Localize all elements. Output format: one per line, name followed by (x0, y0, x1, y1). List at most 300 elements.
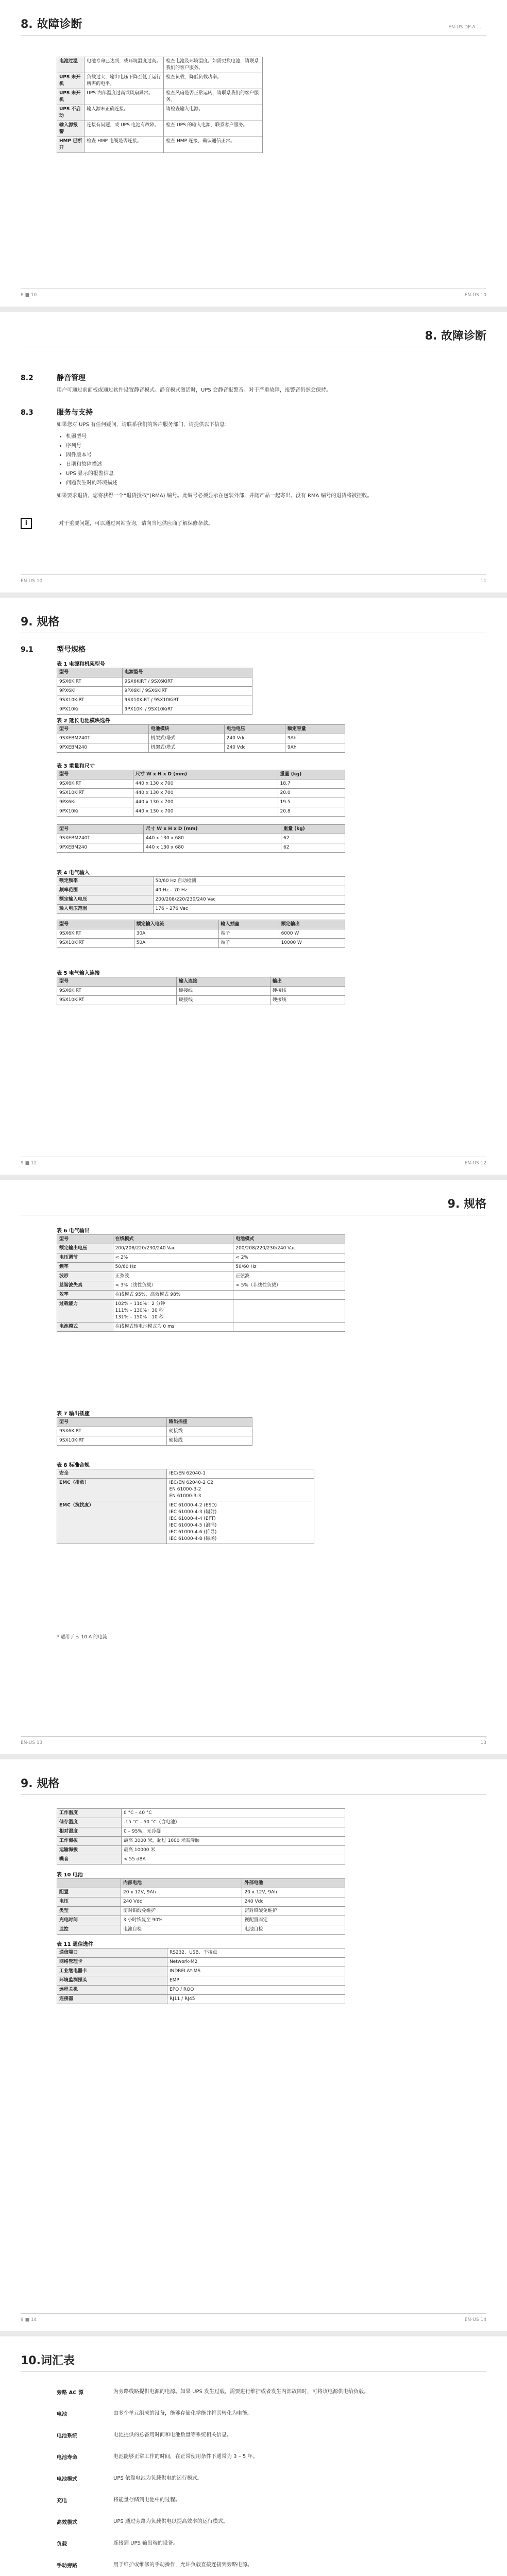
table-cell: 9Ah (285, 734, 345, 743)
table-row (57, 57, 263, 73)
table-cell: 硬接线 (166, 1436, 252, 1446)
table-cell: 200/208/220/230/240 Vac (113, 1244, 233, 1253)
table-cell: 6000 W (279, 929, 345, 939)
table-title: 表 7 输出插座 (57, 1411, 90, 1417)
table-row (57, 1888, 345, 1897)
page-header: 9. 规格 (447, 1198, 486, 1211)
glossary-term: 电池模式 (57, 2477, 77, 2482)
table-cell: 最高 3000 米，超过 1000 米需降额 (122, 1837, 345, 1846)
glossary-term: 电池寿命 (57, 2455, 77, 2461)
glossary-term: 手动旁路 (57, 2563, 77, 2569)
table-cell: 视配置而定 (242, 1916, 345, 1925)
table-row (57, 843, 345, 853)
table-cell: 9SX10KiRT (57, 696, 123, 705)
glossary-definition: UPS 依靠电池为负载供电的运行模式。 (113, 2476, 202, 2481)
footer-left: 8 ■ 10 (21, 293, 37, 298)
battery-table (57, 724, 345, 753)
table-header-row (57, 1879, 345, 1888)
table-title: 表 5 电气输入连接 (57, 971, 100, 976)
list-item: • 问题发生时的环境描述 (66, 479, 117, 488)
table-row (57, 137, 263, 153)
table-title: 表 2 延长电池模块选件 (57, 718, 110, 724)
table-row (57, 1846, 345, 1855)
table-cell: 类型 (57, 1907, 121, 1916)
page-6 (0, 2336, 507, 2576)
section-text: 用户可通过前面板或通过软件设置静音模式。静音模式激活时，UPS 会静音报警音。对于严重故障，报警音仍然会保持。 (57, 387, 331, 393)
glossary-entry (57, 2453, 476, 2461)
table-row (57, 1501, 314, 1544)
page-header-meta: EN-US DP-A ... (448, 25, 481, 30)
table-row (57, 89, 263, 105)
input-table (57, 876, 345, 914)
footnote: * 适用于 ≤ 10 A 的电流 (57, 1635, 107, 1640)
page-header: 8. 故障诊断 (425, 330, 486, 343)
table-row (57, 677, 252, 687)
glossary-entry (57, 2518, 476, 2526)
table-row (57, 1986, 345, 1995)
table-cell: < 55 dBA (122, 1855, 345, 1865)
list-item: • 机器型号 (66, 432, 117, 442)
output-table (57, 1234, 345, 1332)
table-cell: 监控 (57, 1925, 121, 1935)
table-cell (233, 1300, 345, 1323)
page-3 (0, 598, 507, 1175)
column-header: 型号 (57, 825, 144, 834)
table-cell: 20 x 12V, 9Ah (121, 1888, 242, 1897)
weight-table-2 (57, 824, 345, 853)
table-row (57, 1995, 345, 2004)
weight-table (57, 770, 345, 817)
glossary-entry (57, 2561, 476, 2569)
column-header: 电池模式 (233, 1235, 345, 1244)
column-header: 型号 (57, 725, 149, 734)
table-row (57, 1916, 345, 1925)
table-row (57, 1976, 345, 1986)
table-cell: EPO / ROO (167, 1986, 345, 1995)
table-cell: 电池自检 (242, 1925, 345, 1935)
glossary-term: 电池 (57, 2412, 67, 2417)
table-cell: 密封铅酸免维护 (242, 1907, 345, 1916)
battery-spec-table (57, 1878, 345, 1935)
glossary-definition: 将能量存储到电池中的过程。 (113, 2497, 180, 2503)
table-cell: 频率 (57, 1263, 113, 1272)
table-row (57, 929, 345, 939)
table-cell: 9PXEBM240 (57, 743, 149, 753)
table-cell: 安全 (57, 1469, 167, 1479)
table-cell: 440 x 130 x 700 (133, 779, 278, 789)
table-row (57, 905, 345, 914)
table-cell: 9SX10KiRT (57, 996, 177, 1005)
table-cell: UPS 未开机 (57, 89, 84, 105)
table-cell: RJ11 / RJ45 (167, 1995, 345, 2004)
column-header: 型号 (57, 770, 133, 779)
table-row (57, 789, 345, 798)
table-row (57, 834, 345, 843)
table-cell: 19.5 (278, 798, 345, 807)
note: i 对于重要问题，可以通过网站查询，请向当地供应商了解保修条款。 (21, 518, 213, 529)
glossary-definition: 用于维护或维修的手动操作，允许负载直接连接到旁路电源。 (113, 2562, 252, 2568)
table-cell: INDRELAY-MS (167, 1967, 345, 1976)
page-2 (0, 312, 507, 592)
table-cell: < 3%（线性负载） (113, 1281, 233, 1291)
footer-left: 9 ■ 12 (21, 1161, 37, 1166)
page-5 (0, 1759, 507, 2331)
column-header: 输出 (270, 977, 345, 987)
section-heading: 9.1 型号规格 (21, 646, 86, 654)
table-title: 表 8 标准合规 (57, 1463, 90, 1468)
column-header: 电池电压 (224, 725, 285, 734)
info-icon: i (21, 518, 32, 529)
table-cell: 机架式/塔式 (148, 734, 224, 743)
table-cell: 连接器 (57, 1995, 167, 2004)
footer-left: EN-US 10 (21, 579, 43, 584)
table-cell: 噪音 (57, 1855, 122, 1865)
footer-right: 13 (480, 1740, 486, 1745)
table-cell: 176 – 276 Vac (153, 905, 345, 914)
table-cell: UPS 内部温度过高或风扇异常。 (84, 89, 164, 105)
table-cell: IEC/EN 62040-1 (167, 1469, 314, 1479)
column-header: 重量 (kg) (278, 770, 345, 779)
table-cell: 最高 10000 米 (122, 1846, 345, 1855)
table-cell: EMC（抗扰度） (57, 1501, 167, 1544)
footer-left: 9 ■ 14 (21, 2317, 37, 2323)
table-cell: 240 Vdc (121, 1897, 242, 1907)
input-connection-table (57, 977, 345, 1005)
table-cell: 9SX6KiRT (57, 1427, 167, 1436)
column-header: 输入连接 (177, 977, 271, 987)
glossary-term: 旁路 AC 源 (57, 2390, 84, 2396)
table-cell: 检查 HMP 连接，确认通信正常。 (164, 137, 263, 153)
table-cell: 额定输出电压 (57, 1244, 113, 1253)
section-text: 如果要求退货，您将获得一个“退货授权”(RMA) 编号。此编号必须显示在包装外部，并随产品一起寄出。没有 RMA 编号的退货将被拒收。 (57, 493, 373, 499)
table-cell: IEC 61000-4-2 (ESD) IEC 61000-4-3 (辐射) IEC 61000-4-4 (EFT) IEC 61000-4-5 (浪涌) IEC 61000-4-6 (传导) IEC 61000-4-8 (磁场) (167, 1501, 314, 1544)
table-row (57, 121, 263, 137)
table-cell: 9PX6Ki / 9SX6KiRT (122, 687, 252, 696)
table-cell: 通信端口 (57, 1948, 167, 1958)
table-cell: Network-M2 (167, 1958, 345, 1967)
table-cell: 检查 HMP 电缆是否连接。 (84, 137, 164, 153)
table-cell: -15 °C – 50 °C（含电池） (122, 1818, 345, 1827)
table-cell: 电池寿命已达到，或环境温度过高。 (84, 57, 164, 73)
table-header-row (57, 825, 345, 834)
table-cell: 10000 W (279, 939, 345, 948)
table-cell: RS232、USB、干接点 (167, 1948, 345, 1958)
table-cell: 远程关机 (57, 1986, 167, 1995)
table-cell: 9SX10KiRT (57, 939, 134, 948)
table-cell: 9SXEBM240T (57, 834, 144, 843)
outlet-table (57, 1417, 252, 1446)
column-header: 型号 (57, 1418, 167, 1427)
table-cell: 440 x 130 x 680 (144, 843, 281, 853)
footer-right: EN-US 12 (464, 1161, 486, 1166)
table-cell: 充电时间 (57, 1916, 121, 1925)
table-row (57, 73, 263, 89)
table-cell: 效率 (57, 1291, 113, 1300)
column-header: 电池模块 (148, 725, 224, 734)
page-header: 10.词汇表 (21, 2354, 75, 2367)
glossary-definition: 电池提供的总备用时间和电池数量等系统相关信息。 (113, 2432, 232, 2438)
table-cell (233, 1291, 345, 1300)
table-cell: 9PX10Ki / 9SX10KiRT (122, 705, 252, 715)
table-cell: 在线模式转电池模式为 0 ms (113, 1323, 233, 1332)
table-row (57, 743, 345, 753)
list-item: • 固件版本号 (66, 451, 117, 460)
table-title: 表 4 电气输入 (57, 870, 90, 876)
glossary-term: 充电 (57, 2498, 67, 2504)
table-cell: 440 x 130 x 700 (133, 798, 278, 807)
footer-left: EN-US 13 (21, 1740, 43, 1745)
table-cell: 波形 (57, 1272, 113, 1281)
table-cell: EMC（排放） (57, 1479, 167, 1501)
table-title: 表 10 电池 (57, 1872, 83, 1878)
glossary-definition: UPS 通过旁路为负载供电以提高效率的运行模式。 (113, 2519, 228, 2524)
column-header: 额定输出 (279, 920, 345, 929)
bullet-list (57, 432, 117, 488)
glossary-definition: 连接到 UPS 输出端的设备。 (113, 2540, 179, 2546)
table-header-row (57, 920, 345, 929)
troubleshoot-table (57, 57, 263, 153)
table-row (57, 1897, 345, 1907)
table-cell: < 2% (233, 1253, 345, 1263)
table-row (57, 1967, 345, 1976)
table-cell: 硬接线 (166, 1427, 252, 1436)
table-cell: 9SX6KiRT (57, 779, 133, 789)
table-cell: 频率范围 (57, 886, 154, 895)
table-header-row (57, 725, 345, 734)
column-header: 内部电池 (121, 1879, 242, 1888)
column-header: 外部电池 (242, 1879, 345, 1888)
table-cell: 在线模式 95%，高效模式 98% (113, 1291, 233, 1300)
table-row (57, 996, 345, 1005)
table-cell: 硬接线 (177, 987, 271, 996)
table-cell: < 2% (113, 1253, 233, 1263)
table-row (57, 1809, 345, 1818)
table-row (57, 1244, 345, 1253)
table-cell: 20.0 (278, 789, 345, 798)
model-table (57, 668, 252, 715)
table-cell: 工业继电器卡 (57, 1967, 167, 1976)
table-cell: 62 (281, 834, 345, 843)
table-title: 表 3 重量和尺寸 (57, 764, 95, 769)
table-row (57, 705, 252, 715)
table-row (57, 1925, 345, 1935)
column-header: 电源型号 (122, 668, 252, 677)
table-cell: 0 – 95%，无冷凝 (122, 1827, 345, 1837)
table-cell: 检查风扇是否正常运转，请联系我们的客户服务。 (164, 89, 263, 105)
table-row (57, 1469, 314, 1479)
table-header-row (57, 1235, 345, 1244)
table-row (57, 987, 345, 996)
table-cell: 440 x 130 x 700 (133, 789, 278, 798)
column-header: 输出插座 (166, 1418, 252, 1427)
footer-right: EN-US 14 (464, 2317, 486, 2323)
table-cell: 电池模式 (57, 1323, 113, 1332)
table-cell: 请检查输入电源。 (164, 105, 263, 121)
table-cell: 环境监测探头 (57, 1976, 167, 1986)
column-header: 型号 (57, 977, 177, 987)
section-text: 如果您对 UPS 有任何疑问，请联系我们的客户服务部门，请提供以下信息： (57, 422, 230, 428)
table-cell: 50/60 Hz (113, 1263, 233, 1272)
table-cell: 负载过大，输出电压下降至低于运行所需的电平。 (84, 73, 164, 89)
table-cell: 20 x 12V, 9Ah (242, 1888, 345, 1897)
column-header: 型号 (57, 668, 123, 677)
table-row (57, 1323, 345, 1332)
table-cell: 40 Hz – 70 Hz (153, 886, 345, 895)
page-1 (0, 0, 507, 307)
table-row (57, 779, 345, 789)
table-cell: 62 (281, 843, 345, 853)
page-header: 8. 故障诊断 (21, 18, 82, 31)
table-cell: 440 x 130 x 700 (133, 807, 278, 817)
table-cell: 9SX6KiRT (57, 677, 123, 687)
footer-right: 11 (480, 579, 486, 584)
table-row (57, 1827, 345, 1837)
section-heading: 8.3 服务与支持 (21, 409, 93, 417)
table-cell: 运输海拔 (57, 1846, 122, 1855)
table-cell: 密封铅酸免维护 (121, 1907, 242, 1916)
table-cell: 网络管理卡 (57, 1958, 167, 1967)
table-cell: 电池自检 (121, 1925, 242, 1935)
list-item: • UPS 显示的报警信息 (66, 469, 117, 479)
table-cell: 18.7 (278, 779, 345, 789)
table-cell: 硬接线 (270, 996, 345, 1005)
glossary-entry (57, 2475, 476, 2483)
table-cell: 9SX6KiRT / 9SX6KiRT (122, 677, 252, 687)
table-cell: UPS 未开机 (57, 73, 84, 89)
table-row (57, 1837, 345, 1846)
table-row (57, 807, 345, 817)
glossary (57, 2388, 476, 2576)
table-cell: 相对湿度 (57, 1827, 122, 1837)
table-cell: 50/60 Hz (233, 1263, 345, 1272)
table-cell: 102% – 110%：2 分钟 111% – 130%：30 秒 131% – 150%：10 秒 (113, 1300, 233, 1323)
table-cell: 检查负载，降低负载功率。 (164, 73, 263, 89)
table-cell: 440 x 130 x 680 (144, 834, 281, 843)
table-cell: 0 °C – 40 °C (122, 1809, 345, 1818)
table-cell: 正弦波 (113, 1272, 233, 1281)
table-row (57, 798, 345, 807)
table-title: 表 6 电气输出 (57, 1228, 90, 1234)
table-cell: 9Ah (285, 743, 345, 753)
table-cell: 200/208/220/230/240 Vac (233, 1244, 345, 1253)
glossary-entry (57, 2496, 476, 2504)
column-header: 型号 (57, 1235, 113, 1244)
table-row (57, 1291, 345, 1300)
table-row (57, 895, 345, 905)
table-title: 表 11 通信选件 (57, 1942, 93, 1947)
table-cell: 20.8 (278, 807, 345, 817)
table-row (57, 1479, 314, 1501)
table-cell: 电池过温 (57, 57, 84, 73)
table-cell: 9SX6KiRT (57, 929, 134, 939)
table-cell: 检查 UPS 的输入电源，联系客户服务。 (164, 121, 263, 137)
table-cell: 检查电池及环境温度。如需更换电池，请联系我们的客户服务。 (164, 57, 263, 73)
table-cell: IEC/EN 62040-2 C2 EN 61000-3-2 EN 61000-3-3 (167, 1479, 314, 1501)
column-header: 额定容量 (285, 725, 345, 734)
column-header: 尺寸 W x H x D (mm) (133, 770, 278, 779)
table-row (57, 1818, 345, 1827)
table-row (57, 1948, 345, 1958)
table-cell: 硬接线 (270, 987, 345, 996)
glossary-definition: 电池能够正常工作的时间，在正常使用条件下通常为 3 – 5 年。 (113, 2454, 258, 2460)
table-cell: 输入源报警 (57, 121, 84, 137)
communication-table (57, 1948, 345, 2004)
list-item: • 日期和故障描述 (66, 460, 117, 469)
environment-table (57, 1808, 345, 1865)
glossary-entry (57, 2539, 476, 2548)
table-cell: 9PX10Ki (57, 807, 133, 817)
table-cell: 额定输入电压 (57, 895, 154, 905)
table-cell: 输入源未正确连接。 (84, 105, 164, 121)
table-cell: 30A (134, 929, 218, 939)
table-row (57, 734, 345, 743)
table-cell: 端子 (218, 929, 279, 939)
table-cell: 3 小时恢复至 90% (121, 1916, 242, 1925)
table-cell: 9PX10Ki (57, 705, 123, 715)
table-cell: 储存温度 (57, 1818, 122, 1827)
table-cell: 9SX6KiRT (57, 987, 177, 996)
table-cell: 配置 (57, 1888, 121, 1897)
compliance-table (57, 1469, 314, 1544)
table-row (57, 1958, 345, 1967)
glossary-term: 负载 (57, 2541, 67, 2547)
table-cell: 9SX10KiRT / 9SX10KiRT (122, 696, 252, 705)
table-cell: UPS 不启动 (57, 105, 84, 121)
glossary-entry (57, 2431, 476, 2439)
page-header: 9. 规格 (21, 1777, 60, 1790)
table-cell: 正弦波 (233, 1272, 345, 1281)
table-cell: 电压调节 (57, 1253, 113, 1263)
glossary-definition: 由多个单元组成的设备，能够存储化学能并将其转化为电能。 (113, 2411, 252, 2416)
table-cell: 过载能力 (57, 1300, 113, 1323)
input-current-table (57, 920, 345, 948)
table-header-row (57, 1418, 252, 1427)
table-cell: 额定频率 (57, 877, 154, 886)
column-header: 型号 (57, 920, 134, 929)
table-row (57, 1272, 345, 1281)
table-row (57, 687, 252, 696)
table-cell: 工作海拔 (57, 1837, 122, 1846)
table-row (57, 1436, 252, 1446)
table-row (57, 1281, 345, 1291)
table-row (57, 939, 345, 948)
table-cell: 9SX10KiRT (57, 789, 133, 798)
column-header: 尺寸 W x H x D (mm) (144, 825, 281, 834)
column-header: 重量 (kg) (281, 825, 345, 834)
glossary-term: 高效模式 (57, 2520, 77, 2526)
table-cell: 机架式/塔式 (148, 743, 224, 753)
table-header-row (57, 770, 345, 779)
page-header: 9. 规格 (21, 616, 60, 629)
table-cell: 240 Vdc (224, 734, 285, 743)
footer-right: EN-US 10 (464, 293, 486, 298)
table-header-row (57, 977, 345, 987)
table-row (57, 1855, 345, 1865)
column-header: 在线模式 (113, 1235, 233, 1244)
table-row (57, 1263, 345, 1272)
table-cell: 9SX10KiRT (57, 1436, 167, 1446)
table-cell: 总谐波失真 (57, 1281, 113, 1291)
table-cell: 端子 (218, 939, 279, 948)
list-item: • 序列号 (66, 442, 117, 451)
glossary-definition: 为旁路线路提供电源的电源。如果 UPS 发生过载，需要进行维护或者发生内部故障时，可将该电源供电给负载。 (113, 2389, 369, 2395)
table-row (57, 1300, 345, 1323)
page-4 (0, 1180, 507, 1754)
column-header (57, 1879, 121, 1888)
table-row (57, 1427, 252, 1436)
column-header: 输入插座 (218, 920, 279, 929)
table-row (57, 877, 345, 886)
